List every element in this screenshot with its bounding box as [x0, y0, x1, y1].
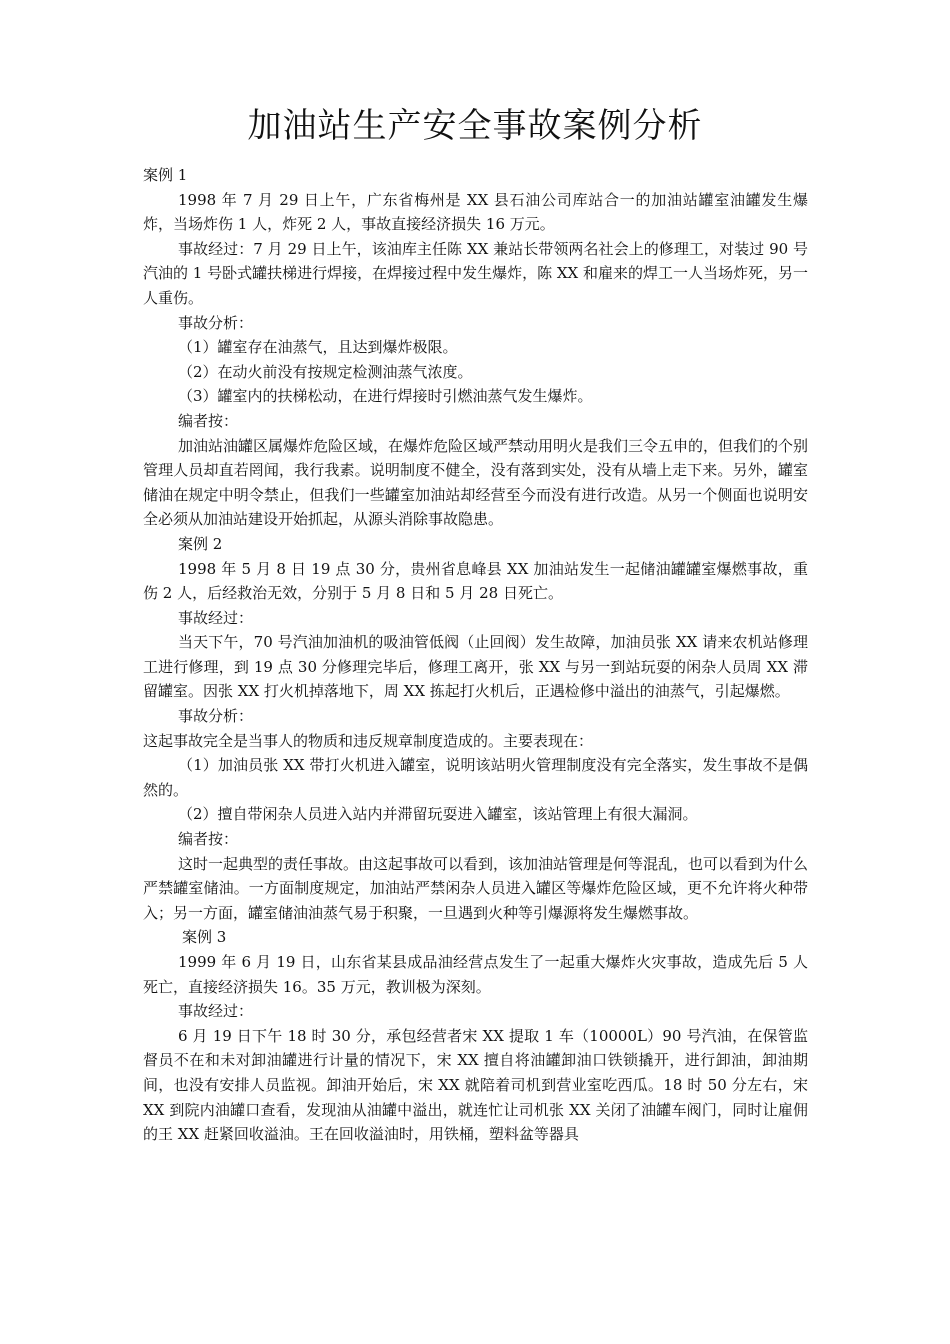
case1-analysis-item: （3）罐室内的扶梯松动，在进行焊接时引燃油蒸气发生爆炸。 [178, 387, 593, 406]
case2-process: 当天下午，70 号汽油加油机的吸油管低阀（止回阀）发生故障，加油员张 XX 请来农机站修理工进行修理，到 19 点 30 分修理完毕后，修理工离开，张 XX 与另一到站玩耍的闲杂人员周 XX 滞留罐室。因张 XX 打火机掉落地下，周 XX 拣起打火机后，正遇检修中溢出的油蒸气，引起爆燃。 [143, 633, 808, 701]
case2-analysis-intro: 这起事故完全是当事人的物质和违反规章制度造成的。主要表现在： [143, 731, 594, 750]
case1-note: 加油站油罐区属爆炸危险区域，在爆炸危险区域严禁动用明火是我们三令五申的，但我们的个别管理人员却直若罔闻，我行我素。说明制度不健全，没有落到实处，没有从墙上走下来。另外，罐室储油在规定中明令禁止，但我们一些罐室加油站却经营至今而没有进行改造。从另一个侧面也说明安全必须从加油站建设开始抓起，从源头消除事故隐患。 [143, 436, 809, 529]
case1-analysis-item: （1）罐室存在油蒸气，且达到爆炸极限。 [178, 338, 458, 357]
document-title: 加油站生产安全事故案例分析 [247, 106, 703, 146]
case1-analysis-item: （2）在动火前没有按规定检测油蒸气浓度。 [178, 362, 473, 381]
case1-summary: 1998 年 7 月 29 日上午，广东省梅州是 XX 县石油公司库站合一的加油站罐室油罐发生爆炸，当场炸伤 1 人，炸死 2 人，事故直接经济损失 16 万元。 [143, 190, 808, 234]
case2-summary: 1998 年 5 月 8 日 19 点 30 分，贵州省息峰县 XX 加油站发生一起储油罐罐室爆燃事故，重伤 2 人，后经救治无效，分别于 5 月 8 日和 5 月 28 日死亡。 [143, 559, 808, 603]
document-body [143, 163, 808, 1147]
case2-process-label: 事故经过： [178, 608, 254, 627]
case3-process: 6 月 19 日下午 18 时 30 分，承包经营者宋 XX 提取 1 车（10000L）90 号汽油，在保管监督员不在和未对卸油罐进行计量的情况下，宋 XX 擅自将油罐卸油口铁锁撬开，进行卸油，卸油期间，也没有安排人员监视。卸油开始后，宋 XX 就陪着司机到营业室吃西瓜。18 时 50 分左右，宋 XX 到院内油罐口查看，发现油从油罐中溢出，就连忙让司机张 XX 关闭了油罐车阀门，同时让雇佣的王 XX 赶紧回收溢油。王在回收溢油时，用铁桶，塑料盆等器具 [143, 1026, 808, 1144]
case1-heading: 案例 1 [143, 166, 188, 184]
case2-note-label: 编者按： [178, 830, 239, 849]
case1-process: 事故经过：7 月 29 日上午，该油库主任陈 XX 兼站长带领两名社会上的修理工，对装过 90 号汽油的 1 号卧式罐扶梯进行焊接，在焊接过程中发生爆炸，陈 XX 和雇来的焊工一人当场炸死，另一人重伤。 [143, 239, 808, 307]
case2-analysis-label: 事故分析： [178, 707, 254, 726]
case3-heading: 案例 3 [182, 928, 227, 947]
case3-process-label: 事故经过： [178, 1002, 254, 1021]
case3-summary: 1999 年 6 月 19 日，山东省某县成品油经营点发生了一起重大爆炸火灾事故，造成先后 5 人死亡，直接经济损失 16。35 万元，教训极为深刻。 [143, 953, 808, 996]
case2-analysis-item: （1）加油员张 XX 带打火机进入罐室，说明该站明火管理制度没有完全落实，发生事故不是偶然的。 [143, 756, 808, 799]
case2-note: 这时一起典型的责任事故。由这起事故可以看到，该加油站管理是何等混乱，也可以看到为什么严禁罐室储油。一方面制度规定，加油站严禁闲杂人员进入罐区等爆炸危险区域，更不允许将火种带入；另一方面，罐室储油油蒸气易于积聚，一旦遇到火种等引爆源将发生爆燃事故。 [143, 854, 809, 922]
case1-note-label: 编者按： [178, 411, 239, 430]
case1-analysis-label: 事故分析： [178, 313, 254, 332]
case2-analysis-item: （2）擅自带闲杂人员进入站内并滞留玩耍进入罐室，该站管理上有很大漏洞。 [178, 805, 698, 824]
case2-heading: 案例 2 [178, 534, 223, 553]
